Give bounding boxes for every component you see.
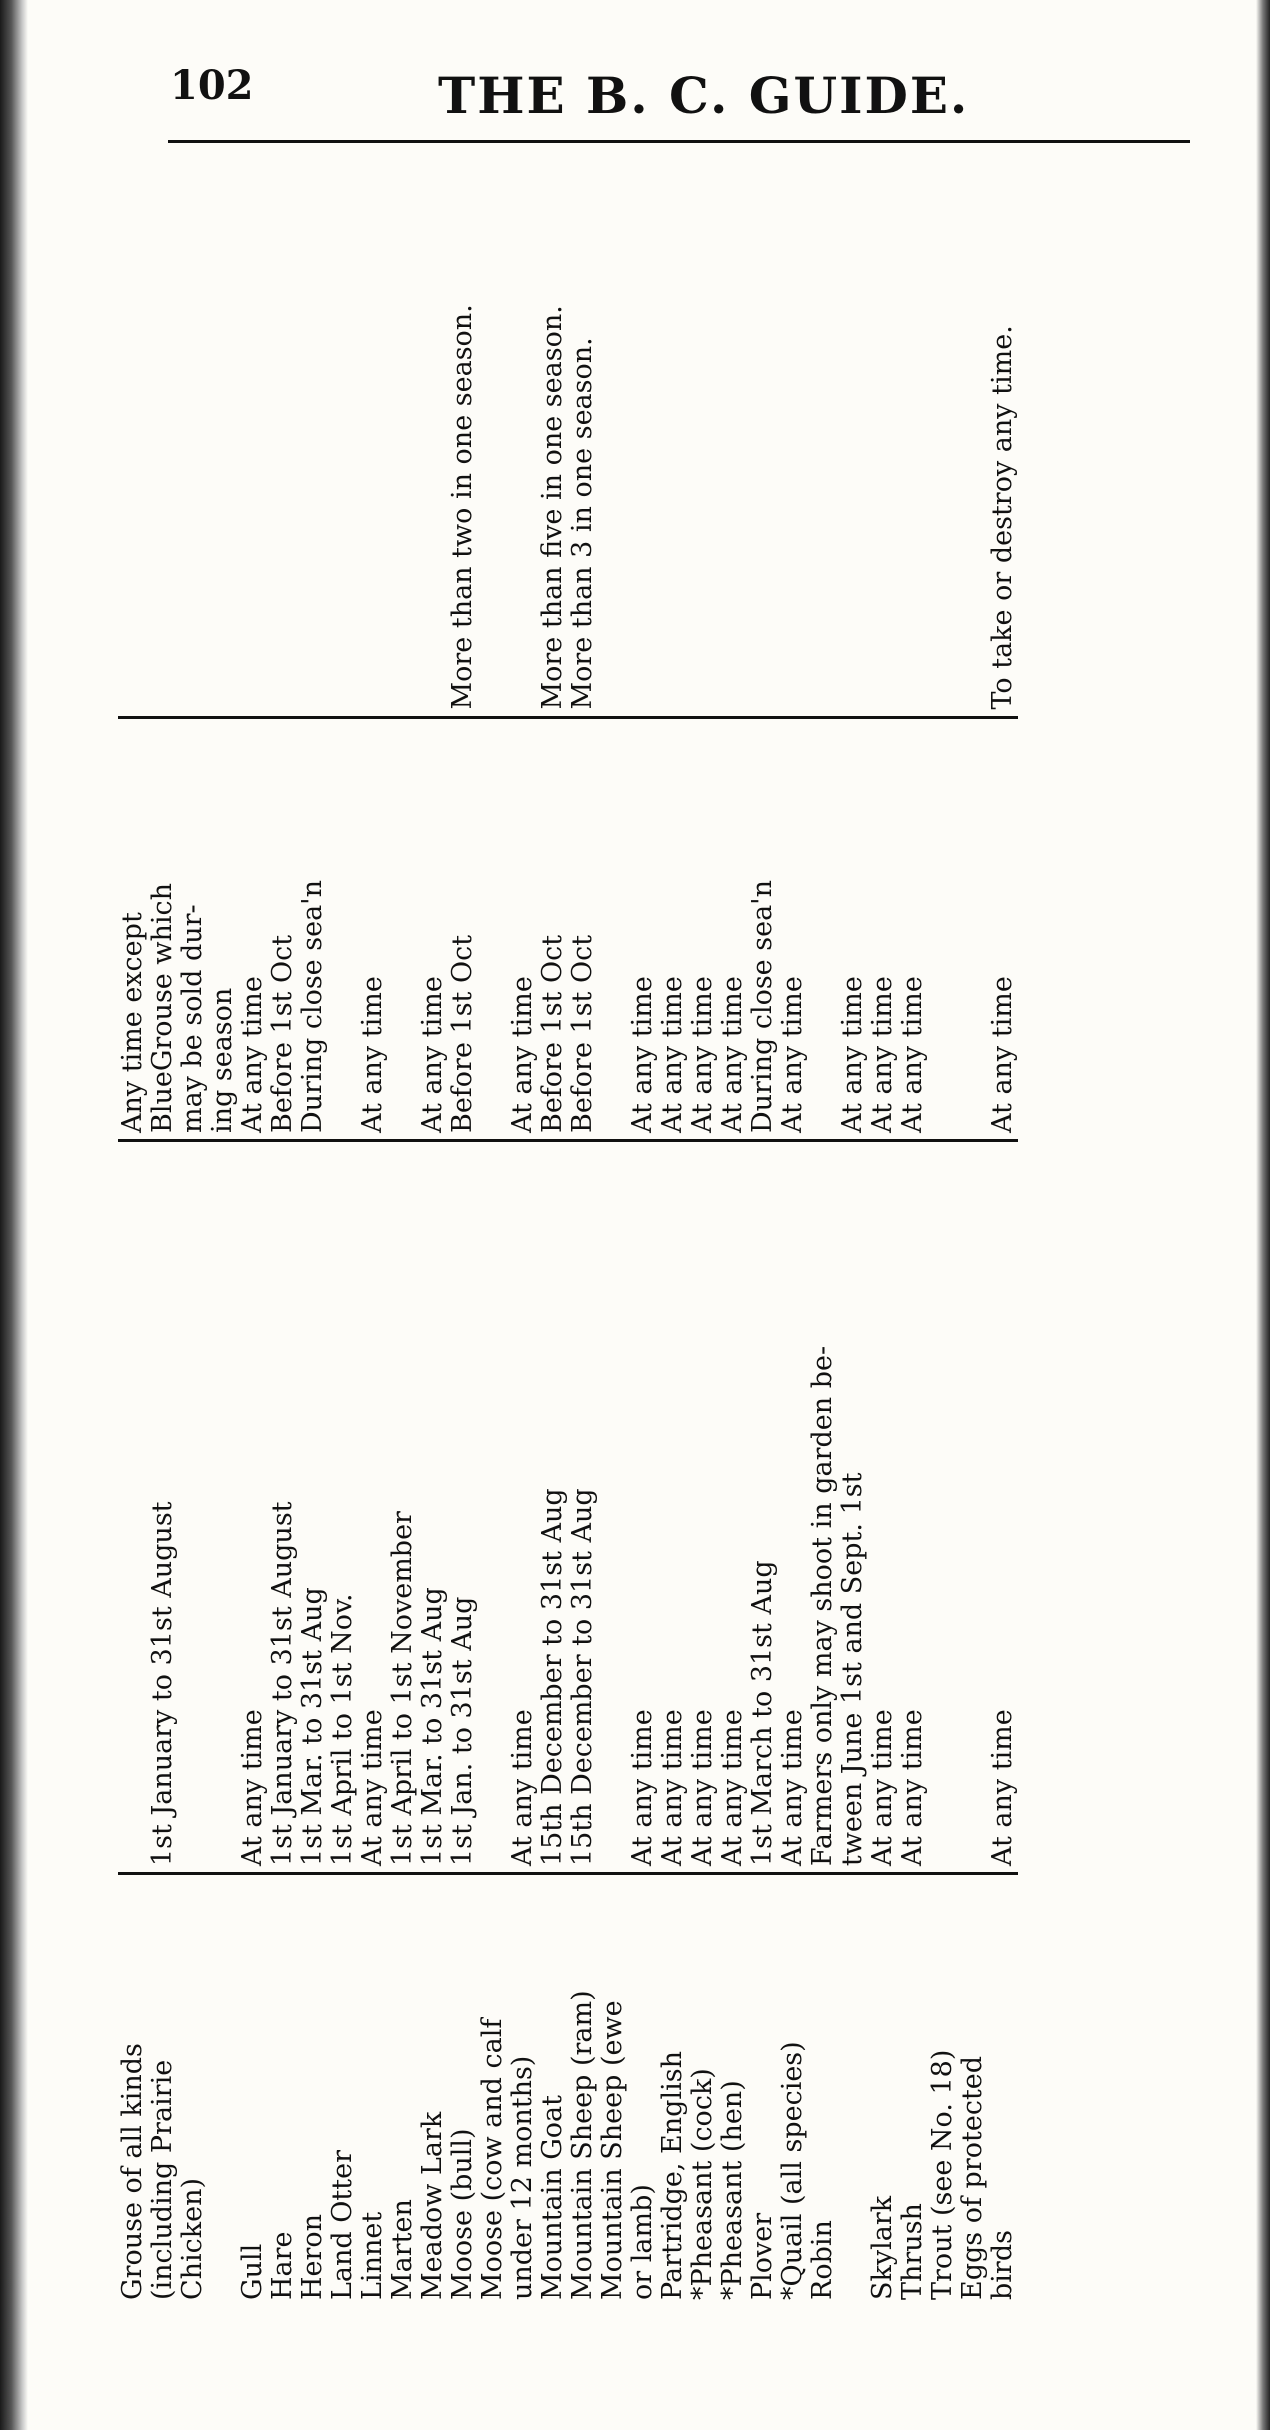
sale-prohibited-cell: During close sea'n: [748, 717, 778, 1140]
prohibited-cell: [268, 145, 298, 717]
close-season-cell: At any time: [628, 1141, 658, 1874]
species-cell: Skylark: [867, 2195, 898, 2300]
close-season-cell: 1st Mar. to 31st Aug: [298, 1141, 328, 1874]
close-season-cell: 1st Mar. to 31st Aug: [418, 1141, 448, 1874]
sale-prohibited-cell: [478, 717, 508, 1140]
prohibited-cell: [808, 145, 838, 717]
header-rule: [168, 140, 1190, 143]
prohibited-cell: [958, 145, 988, 717]
species-cell: Marten: [387, 2199, 418, 2300]
prohibited-cell: [298, 145, 328, 717]
species-cell: Mountain Sheep (ewe: [597, 2000, 628, 2300]
species-cell: Chicken): [177, 2177, 208, 2300]
table-row: [868, 145, 898, 2306]
prohibited-cell: To take or destroy any time.: [988, 145, 1018, 717]
prohibited-cell: More than two in one season.: [448, 145, 478, 717]
table-row: [118, 145, 148, 2306]
prohibited-cell: [748, 145, 778, 717]
species-cell: birds: [987, 2230, 1018, 2300]
sale-prohibited-cell: [808, 717, 838, 1140]
table-row: [328, 145, 358, 2306]
species-cell: Moose (cow and calf: [477, 2018, 508, 2300]
species-cell: Moose (bull): [447, 2128, 478, 2300]
sale-prohibited-cell: [928, 717, 958, 1140]
close-season-cell: [598, 1141, 628, 1874]
close-season-cell: tween June 1st and Sept. 1st: [838, 1141, 868, 1874]
close-season-cell: 1st April to 1st November: [388, 1141, 418, 1874]
close-season-cell: 1st January to 31st August: [148, 1141, 178, 1874]
close-season-cell: At any time: [508, 1141, 538, 1874]
sale-prohibited-cell: At any time: [418, 717, 448, 1140]
species-cell: Heron: [297, 2213, 328, 2300]
close-season-cell: 1st January to 31st August: [268, 1141, 298, 1874]
close-season-cell: [928, 1141, 958, 1874]
species-cell: Plover: [747, 2212, 778, 2300]
prohibited-cell: [868, 145, 898, 717]
table-row: [988, 145, 1018, 2306]
sale-prohibited-cell: At any time: [508, 717, 538, 1140]
sale-prohibited-cell: BlueGrouse which: [148, 717, 178, 1140]
prohibited-cell: [358, 145, 388, 717]
species-cell: Mountain Sheep (ram): [567, 1990, 598, 2300]
table-row: [508, 145, 538, 2306]
species-cell: Land Otter: [327, 2149, 358, 2300]
sale-prohibited-cell: [388, 717, 418, 1140]
close-season-cell: [478, 1141, 508, 1874]
prohibited-cell: [418, 145, 448, 717]
species-cell: [838, 1874, 868, 2306]
table-row: [238, 145, 268, 2306]
close-season-cell: At any time: [898, 1141, 928, 1874]
close-season-cell: At any time: [688, 1141, 718, 1874]
species-cell: *Pheasant (cock): [687, 2068, 718, 2300]
sale-prohibited-cell: At any time: [358, 717, 388, 1140]
close-season-cell: At any time: [778, 1141, 808, 1874]
table-row: [388, 145, 418, 2306]
table-row: [178, 145, 208, 2306]
prohibited-cell: [238, 145, 268, 717]
table-row: [478, 145, 508, 2306]
sale-prohibited-cell: At any time: [238, 717, 268, 1140]
table-row: [658, 145, 688, 2306]
species-cell: [208, 1874, 238, 2306]
page-binding-edge-left: [0, 0, 28, 2430]
close-season-cell: At any time: [358, 1141, 388, 1874]
species-cell: under 12 months): [507, 2055, 538, 2300]
species-cell: Hare: [267, 2231, 298, 2300]
prohibited-cell: [208, 145, 238, 717]
table-row: [628, 145, 658, 2306]
page-binding-edge-right: [1256, 0, 1270, 2430]
table-row: [838, 145, 868, 2306]
prohibited-cell: [778, 145, 808, 717]
prohibited-cell: [478, 145, 508, 717]
close-season-cell: At any time: [718, 1141, 748, 1874]
species-cell: Meadow Lark: [417, 2111, 448, 2300]
table-row: [928, 145, 958, 2306]
close-season-cell: [208, 1141, 238, 1874]
species-cell: (including Prairie: [147, 2059, 178, 2300]
species-cell: *Pheasant (hen): [717, 2080, 748, 2300]
prohibited-cell: [178, 145, 208, 717]
sale-prohibited-cell: [598, 717, 628, 1140]
sale-prohibited-cell: At any time: [718, 717, 748, 1140]
prohibited-cell: [898, 145, 928, 717]
sale-prohibited-cell: At any time: [898, 717, 928, 1140]
table-row: [298, 145, 328, 2306]
close-season-cell: 1st Jan. to 31st Aug: [448, 1141, 478, 1874]
table-row: [568, 145, 598, 2306]
species-cell: Linnet: [357, 2211, 388, 2300]
table-row: [898, 145, 928, 2306]
sale-prohibited-cell: may be sold dur-: [178, 717, 208, 1140]
prohibited-cell: More than five in one season.: [538, 145, 568, 717]
table-row: [778, 145, 808, 2306]
sale-prohibited-cell: Any time except: [118, 717, 148, 1140]
close-season-cell: At any time: [658, 1141, 688, 1874]
prohibited-cell: [118, 145, 148, 717]
running-head: THE B. C. GUIDE.: [438, 66, 970, 125]
close-season-cell: At any time: [988, 1141, 1018, 1874]
game-regulations-table: [118, 145, 1158, 2310]
close-season-cell: [118, 1141, 148, 1874]
species-cell: *Quail (all species): [777, 2041, 808, 2300]
sale-prohibited-cell: At any time: [778, 717, 808, 1140]
species-cell: Grouse of all kinds: [117, 2043, 148, 2300]
prohibited-cell: [928, 145, 958, 717]
prohibited-cell: [598, 145, 628, 717]
table-row: [418, 145, 448, 2306]
table-row: [598, 145, 628, 2306]
sale-prohibited-cell: At any time: [658, 717, 688, 1140]
page-number: 102: [170, 62, 254, 109]
table-row: [148, 145, 178, 2306]
sale-prohibited-cell: Before 1st Oct: [538, 717, 568, 1140]
prohibited-cell: [658, 145, 688, 717]
close-season-cell: At any time: [238, 1141, 268, 1874]
close-season-cell: 15th December to 31st Aug: [568, 1141, 598, 1874]
species-cell: Gull: [237, 2243, 268, 2300]
sale-prohibited-cell: At any time: [868, 717, 898, 1140]
table-row: [748, 145, 778, 2306]
close-season-cell: Farmers only may shoot in garden be-: [808, 1141, 838, 1874]
table-row: [538, 145, 568, 2306]
close-season-cell: [958, 1141, 988, 1874]
prohibited-cell: [628, 145, 658, 717]
prohibited-cell: [328, 145, 358, 717]
species-cell: Robin: [807, 2220, 838, 2300]
prohibited-cell: [148, 145, 178, 717]
sale-prohibited-cell: Before 1st Oct: [448, 717, 478, 1140]
prohibited-cell: More than 3 in one season.: [568, 145, 598, 717]
sale-prohibited-cell: [328, 717, 358, 1140]
sale-prohibited-cell: During close sea'n: [298, 717, 328, 1140]
prohibited-cell: [688, 145, 718, 717]
close-season-cell: [178, 1141, 208, 1874]
regulations-table: [118, 145, 1018, 2306]
sale-prohibited-cell: At any time: [988, 717, 1018, 1140]
species-cell: Eggs of protected: [957, 2055, 988, 2300]
species-cell: Thrush: [897, 2203, 928, 2300]
prohibited-cell: [718, 145, 748, 717]
sale-prohibited-cell: [958, 717, 988, 1140]
species-cell: Trout (see No. 18): [927, 2049, 958, 2300]
prohibited-cell: [388, 145, 418, 717]
species-cell: or lamb): [627, 2184, 658, 2300]
sale-prohibited-cell: ing season: [208, 717, 238, 1140]
sale-prohibited-cell: Before 1st Oct: [268, 717, 298, 1140]
table-row: [958, 145, 988, 2306]
close-season-cell: 1st March to 31st Aug: [748, 1141, 778, 1874]
prohibited-cell: [508, 145, 538, 717]
sale-prohibited-cell: Before 1st Oct: [568, 717, 598, 1140]
table-row: [358, 145, 388, 2306]
table-row: [448, 145, 478, 2306]
table-row: [808, 145, 838, 2306]
table-row: [688, 145, 718, 2306]
species-cell: Mountain Goat: [537, 2094, 568, 2300]
close-season-cell: 1st April to 1st Nov.: [328, 1141, 358, 1874]
sale-prohibited-cell: At any time: [628, 717, 658, 1140]
table-row: [208, 145, 238, 2306]
species-cell: Partridge, English: [657, 2051, 688, 2300]
close-season-cell: At any time: [868, 1141, 898, 1874]
table-row: [268, 145, 298, 2306]
sale-prohibited-cell: At any time: [688, 717, 718, 1140]
table-row: [718, 145, 748, 2306]
prohibited-cell: [838, 145, 868, 717]
close-season-cell: 15th December to 31st Aug: [538, 1141, 568, 1874]
sale-prohibited-cell: At any time: [838, 717, 868, 1140]
